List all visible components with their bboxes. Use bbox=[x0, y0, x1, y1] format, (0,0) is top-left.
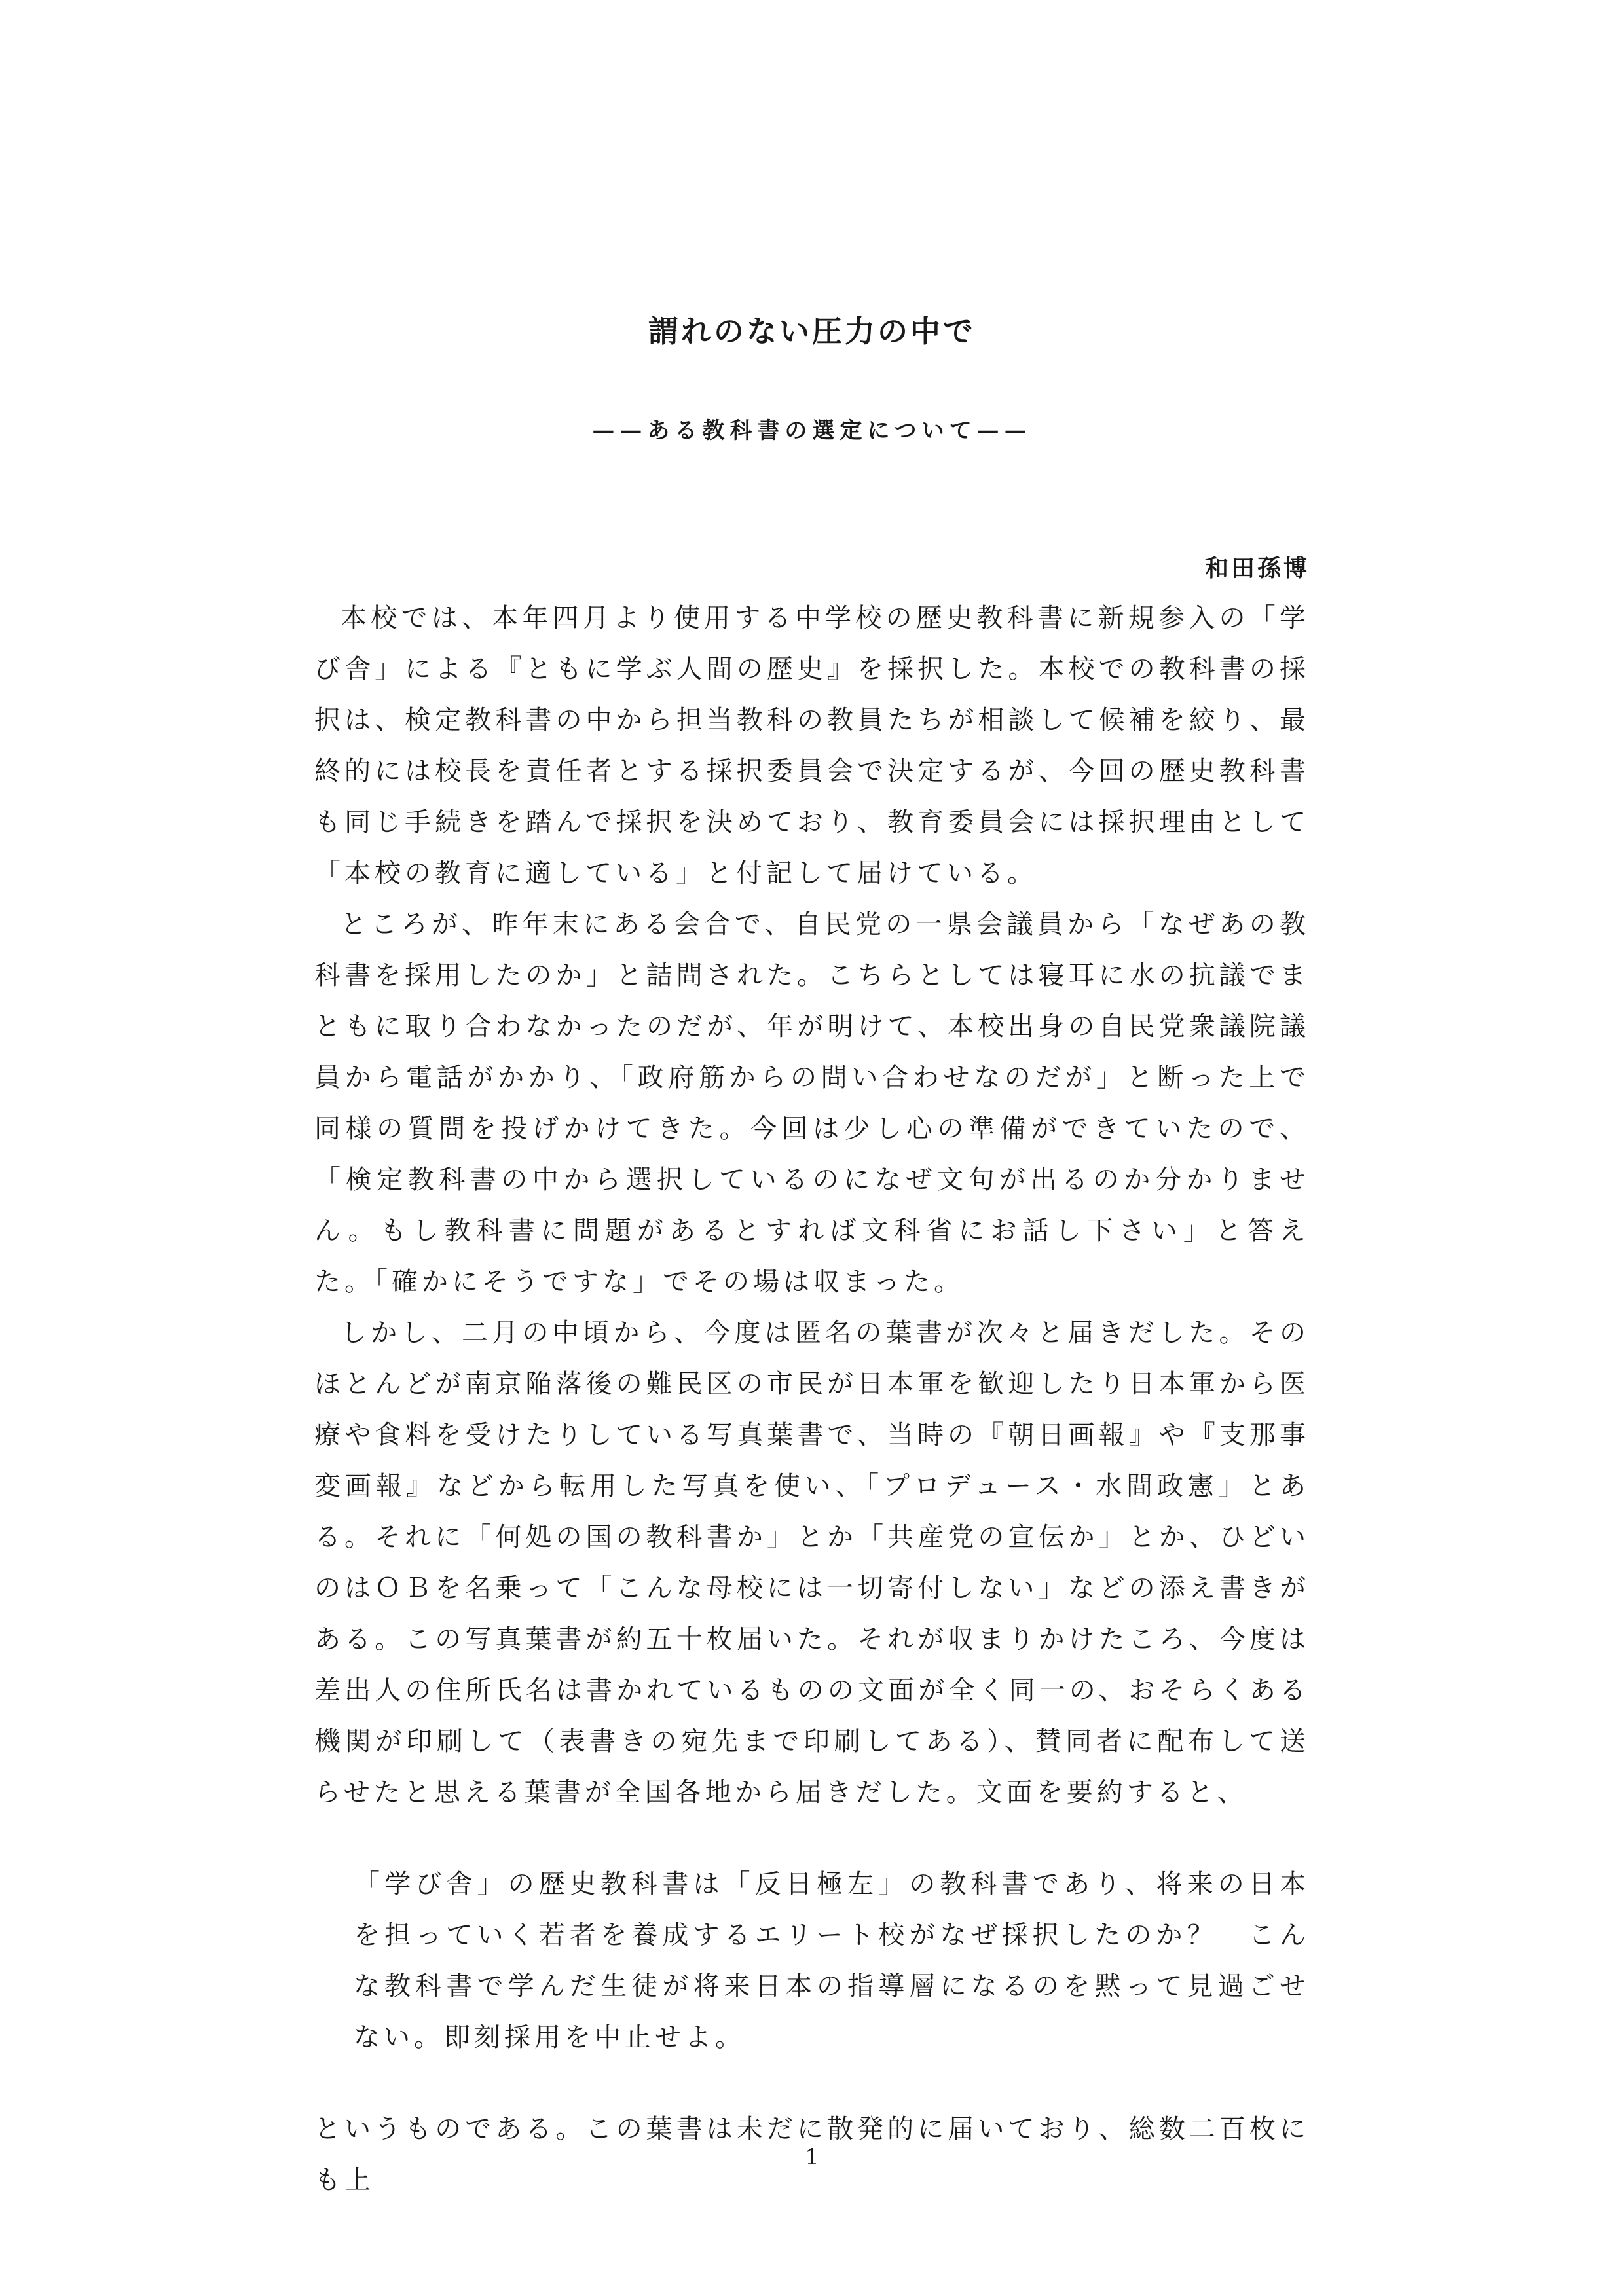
document-subtitle: ——ある教科書の選定について—— bbox=[592, 418, 1032, 444]
quoted-postcard-text: 「学び舎」の歴史教科書は「反日極左」の教科書であり、将来の日本を担っていく若者を養成するエリート校がなぜ採択したのか？ こんな教科書で学んだ生徒が将来日本の指導層になるのを黙って見過ごせない。即刻採用を中止せよ。 bbox=[354, 1869, 1310, 2052]
author-name: 和田孫博 bbox=[1204, 555, 1310, 582]
body-paragraph-1: 本校では、本年四月より使用する中学校の歴史教科書に新規参入の「学び舎」による『ともに学ぶ人間の歴史』を採択した。本校での教科書の採択は、検定教科書の中から担当教科の教員たちが相談して候補を絞り、最終的には校長を責任者とする採択委員会で決定するが、今回の歴史教科書も同じ手続きを踏んで採択を決めており、教育委員会には採択理由として「本校の教育に適している」と付記して届けている。 bbox=[314, 603, 1310, 888]
body-paragraph-2: ところが、昨年末にある会合で、自民党の一県会議員から「なぜあの教科書を採用したのか」と詰問された。こちらとしては寝耳に水の抗議でまともに取り合わなかったのだが、年が明けて、本校出身の自民党衆議院議員から電話がかかり、「政府筋からの問い合わせなのだが」と断った上で同様の質問を投げかけてきた。今回は少し心の準備ができていたので、「検定教科書の中から選択しているのになぜ文句が出るのか分かりません。もし教科書に問題があるとすれば文科省にお話し下さい」と答えた。「確かにそうですな」でその場は収まった。 bbox=[314, 909, 1310, 1297]
closing-paragraph: というものである。この葉書は未だに散発的に届いており、総数二百枚にも上 bbox=[314, 2114, 1310, 2195]
document-body bbox=[314, 592, 1310, 2206]
body-paragraph-3: しかし、二月の中頃から、今度は匿名の葉書が次々と届きだした。そのほとんどが南京陥落後の難民区の市民が日本軍を歓迎したり日本軍から医療や食料を受けたりしている写真葉書で、当時の『朝日画報』や『支那事変画報』などから転用した写真を使い、「プロデュース・水間政憲」とある。それに「何処の国の教科書か」とか「共産党の宣伝か」とか、ひどいのはＯＢを名乗って「こんな母校には一切寄付しない」などの添え書きがある。この写真葉書が約五十枚届いた。それが収まりかけたころ、今度は差出人の住所氏名は書かれているものの文面が全く同一の、おそらくある機関が印刷して（表書きの宛先まで印刷してある）、賛同者に配布して送らせたと思える葉書が全国各地から届きだした。文面を要約すると、 bbox=[314, 1318, 1310, 1808]
page-number: 1 bbox=[805, 2144, 819, 2170]
document-title: 謂れのない圧力の中で bbox=[648, 314, 976, 349]
